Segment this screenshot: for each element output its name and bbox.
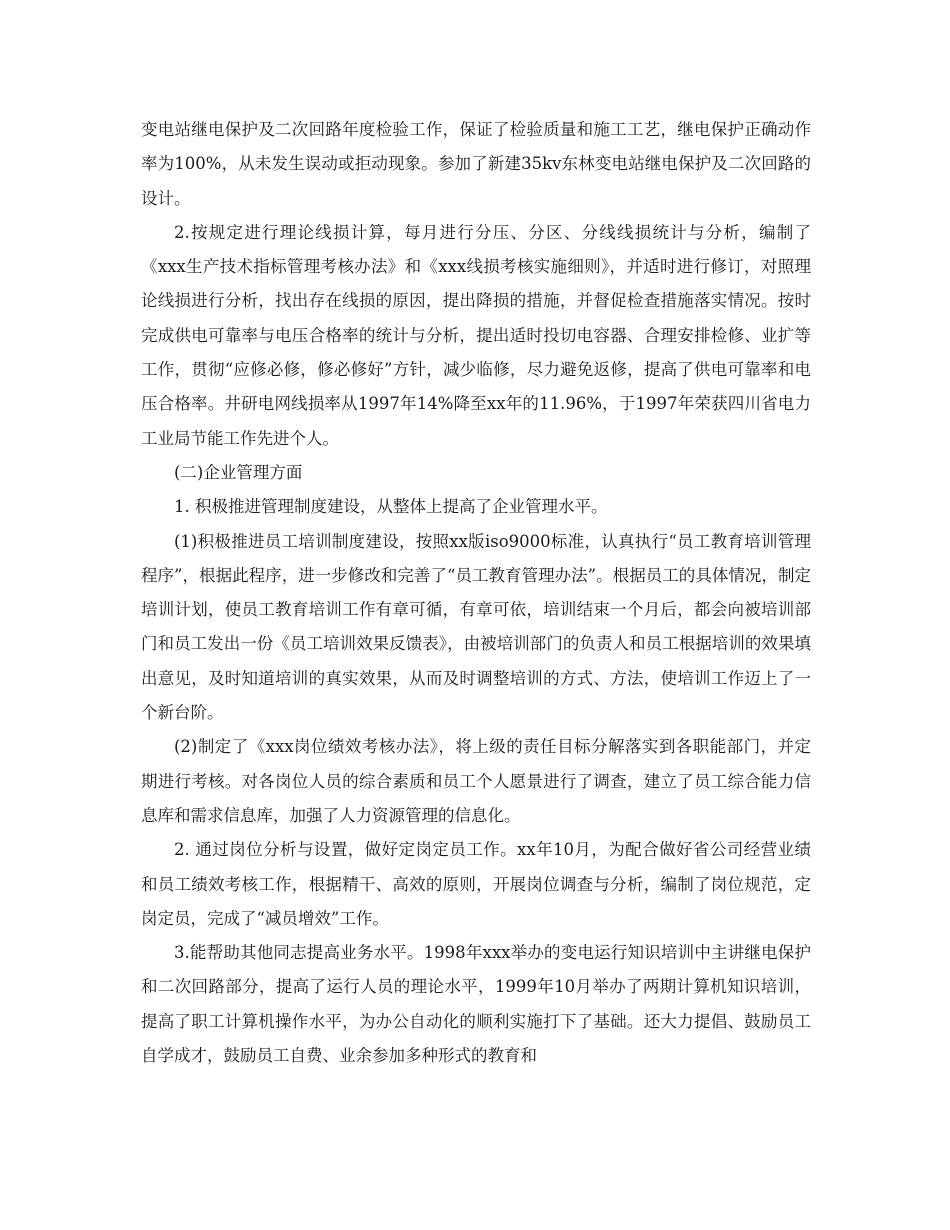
paragraph-continuation: 变电站继电保护及二次回路年度检验工作，保证了检验质量和施工工艺，继电保护正确动作率为100%，从未发生误动或拒动现象。参加了新建35kv东林变电站继电保护及二次回路的设计。: [141, 120, 811, 208]
paragraph-subitem-2: (2)制定了《xxx岗位绩效考核办法》，将上级的责任目标分解落实到各职能部门，并定期进行考核。对各岗位人员的综合素质和员工个人愿景进行了调查，建立了员工综合能力信息库和需求信息库，加强了人力资源管理的信息化。: [141, 737, 811, 825]
paragraph-subitem-1: (1)积极推进员工培训制度建设，按照xx版iso9000标准，认真执行“员工教育培训管理程序”，根据此程序，进一步修改和完善了“员工教育管理办法”。根据员工的具体情况，制定培训计划，使员工教育培训工作有章可循，有章可依，培训结束一个月后，都会向被培训部门和员工发出一份《员工培训效果反馈表》，由被培训部门的负责人和员工根据培训的效果填出意见，及时知道培训的真实效果，从而及时调整培训的方式、方法，使培训工作迈上了一个新台阶。: [141, 531, 811, 723]
document-body: [141, 113, 811, 1073]
paragraph-item-2: 2. 通过岗位分析与设置，做好定岗定员工作。xx年10月，为配合做好省公司经营业绩和员工绩效考核工作，根据精干、高效的原则，开展岗位调查与分析，编制了岗位规范，定岗定员，完成了“减员增效”工作。: [141, 840, 811, 928]
paragraph-item-3: 3.能帮助其他同志提高业务水平。1998年xxx举办的变电运行知识培训中主讲继电保护和二次回路部分，提高了运行人员的理论水平，1999年10月举办了两期计算机知识培训，提高了职工计算机操作水平，为办公自动化的顺利实施打下了基础。还大力提倡、鼓励员工自学成才，鼓励员工自费、业余参加多种形式的教育和: [141, 943, 811, 1066]
paragraph-line-loss: 2.按规定进行理论线损计算，每月进行分压、分区、分线线损统计与分析，编制了《xxx生产技术指标管理考核办法》和《xxx线损考核实施细则》，并适时进行修订，对照理论线损进行分析，找出存在线损的原因，提出降损的措施，并督促检查措施落实情况。按时完成供电可靠率与电压合格率的统计与分析，提出适时投切电容器、合理安排检修、业扩等工作，贯彻“应修必修，修必修好”方针，减少临修，尽力避免返修，提高了供电可靠率和电压合格率。井研电网线损率从1997年14%降至xx年的11.96%，于1997年荣获四川省电力工业局节能工作先进个人。: [141, 222, 811, 448]
paragraph-item-1: 1. 积极推进管理制度建设，从整体上提高了企业管理水平。: [174, 497, 608, 517]
section-heading-enterprise-management: (二)企业管理方面: [174, 462, 303, 482]
